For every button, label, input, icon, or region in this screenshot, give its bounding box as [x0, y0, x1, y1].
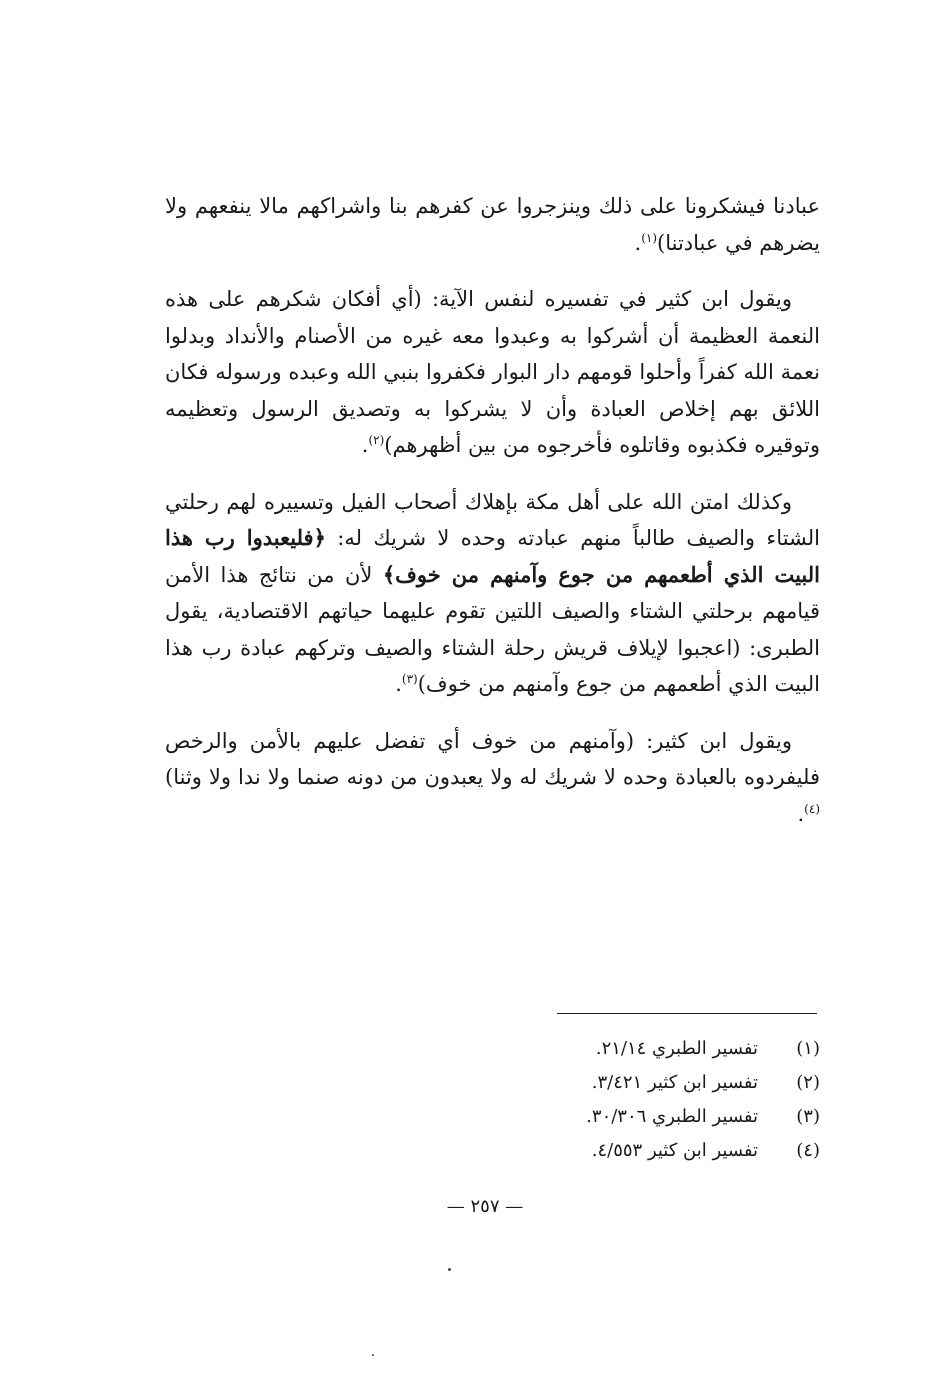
paragraph: [165, 188, 820, 261]
paragraph-text: .: [361, 433, 369, 457]
footnote-reference: تفسير الطبري ٣٠/٣٠٦.: [586, 1106, 758, 1127]
footnotes-list: [480, 1032, 820, 1168]
paragraph-text: .: [395, 672, 402, 696]
footnote-number: (١): [796, 1038, 820, 1059]
footnote-item: [480, 1032, 820, 1066]
footnote-item: [480, 1100, 820, 1134]
paragraph-text: .: [797, 801, 805, 826]
page-number: — ٢٥٧ —: [446, 1196, 524, 1217]
paragraph-text: .: [634, 230, 642, 255]
footnote-marker: (٤): [804, 801, 820, 816]
footnote-number: (٤): [796, 1140, 820, 1161]
footnote-number: (٣): [796, 1106, 820, 1127]
footnote-separator: [557, 1013, 817, 1014]
footnote-reference: تفسير ابن كثير ٤/٥٥٣.: [591, 1140, 758, 1161]
footnote-item: [480, 1134, 820, 1168]
paragraph-text: عبادنا فيشكرونا على ذلك وينزجروا عن كفرهم بنا واشراكهم مالا ينفعهم ولا يضرهم في عبادتنا): [165, 194, 820, 255]
paragraph-text: وكذلك امتن الله على أهل مكة بإهلاك أصحاب الفيل وتسييره لهم رحلتي الشتاء والصيف طالباً منهم عبادته وحده لا شريك له:: [165, 489, 820, 550]
scan-speck: [372, 1354, 374, 1356]
scan-speck: [448, 1268, 451, 1271]
footnote-marker: (١): [641, 230, 658, 245]
footnote-marker: (٢): [368, 433, 385, 447]
paragraph-text: لأن من نتائج هذا الأمن قيامهم برحلتي الشتاء والصيف اللتين تقوم عليهما حياتهم الاقتصادية، يقول الطبرى: (اعجبوا لإيلاف قريش رحلة الشتاء والصيف وتركهم عبادة رب هذا البيت الذي أطعمهم من جوع وآمنهم من خوف): [165, 562, 820, 696]
footnote-reference: تفسير ابن كثير ٣/٤٢١.: [591, 1072, 758, 1093]
quran-verse: ﴿فليعبدوا رب هذا البيت الذي أطعمهم من جوع وآمنهم من خوف﴾: [165, 525, 821, 587]
footnote-reference: تفسير الطبري ٢١/١٤.: [595, 1038, 758, 1059]
paragraph: [165, 484, 820, 703]
paragraph: [165, 281, 820, 464]
body-text: [165, 188, 820, 852]
paragraph-text: ويقول ابن كثير: (وآمنهم من خوف أي تفضل عليهم بالأمن والرخص فليفردوه بالعبادة وحده لا شريك له ولا يعبدون من دونه صنما ولا ندا ولا وثنا): [165, 728, 820, 789]
footnote-number: (٢): [796, 1072, 820, 1093]
footnote-item: [480, 1066, 820, 1100]
paragraph-text: ويقول ابن كثير في تفسيره لنفس الآية: (أي أفكان شكرهم على هذه النعمة العظيمة أن أشركوا به وعبدوا معه غيره من الأصنام والأنداد وبدلوا نعمة الله كفراً وأحلوا قومهم دار البوار فكفروا بنبي الله وعبده ورسوله فكان اللائق بهم إخلاص العبادة وأن لا يشركوا به وتصديق الرسول وتعظيمه وتوقيره فكذبوه وقاتلوه فأخرجوه من بين أظهرهم): [165, 287, 820, 457]
paragraph: [165, 723, 820, 833]
footnote-marker: (٣): [401, 672, 418, 686]
